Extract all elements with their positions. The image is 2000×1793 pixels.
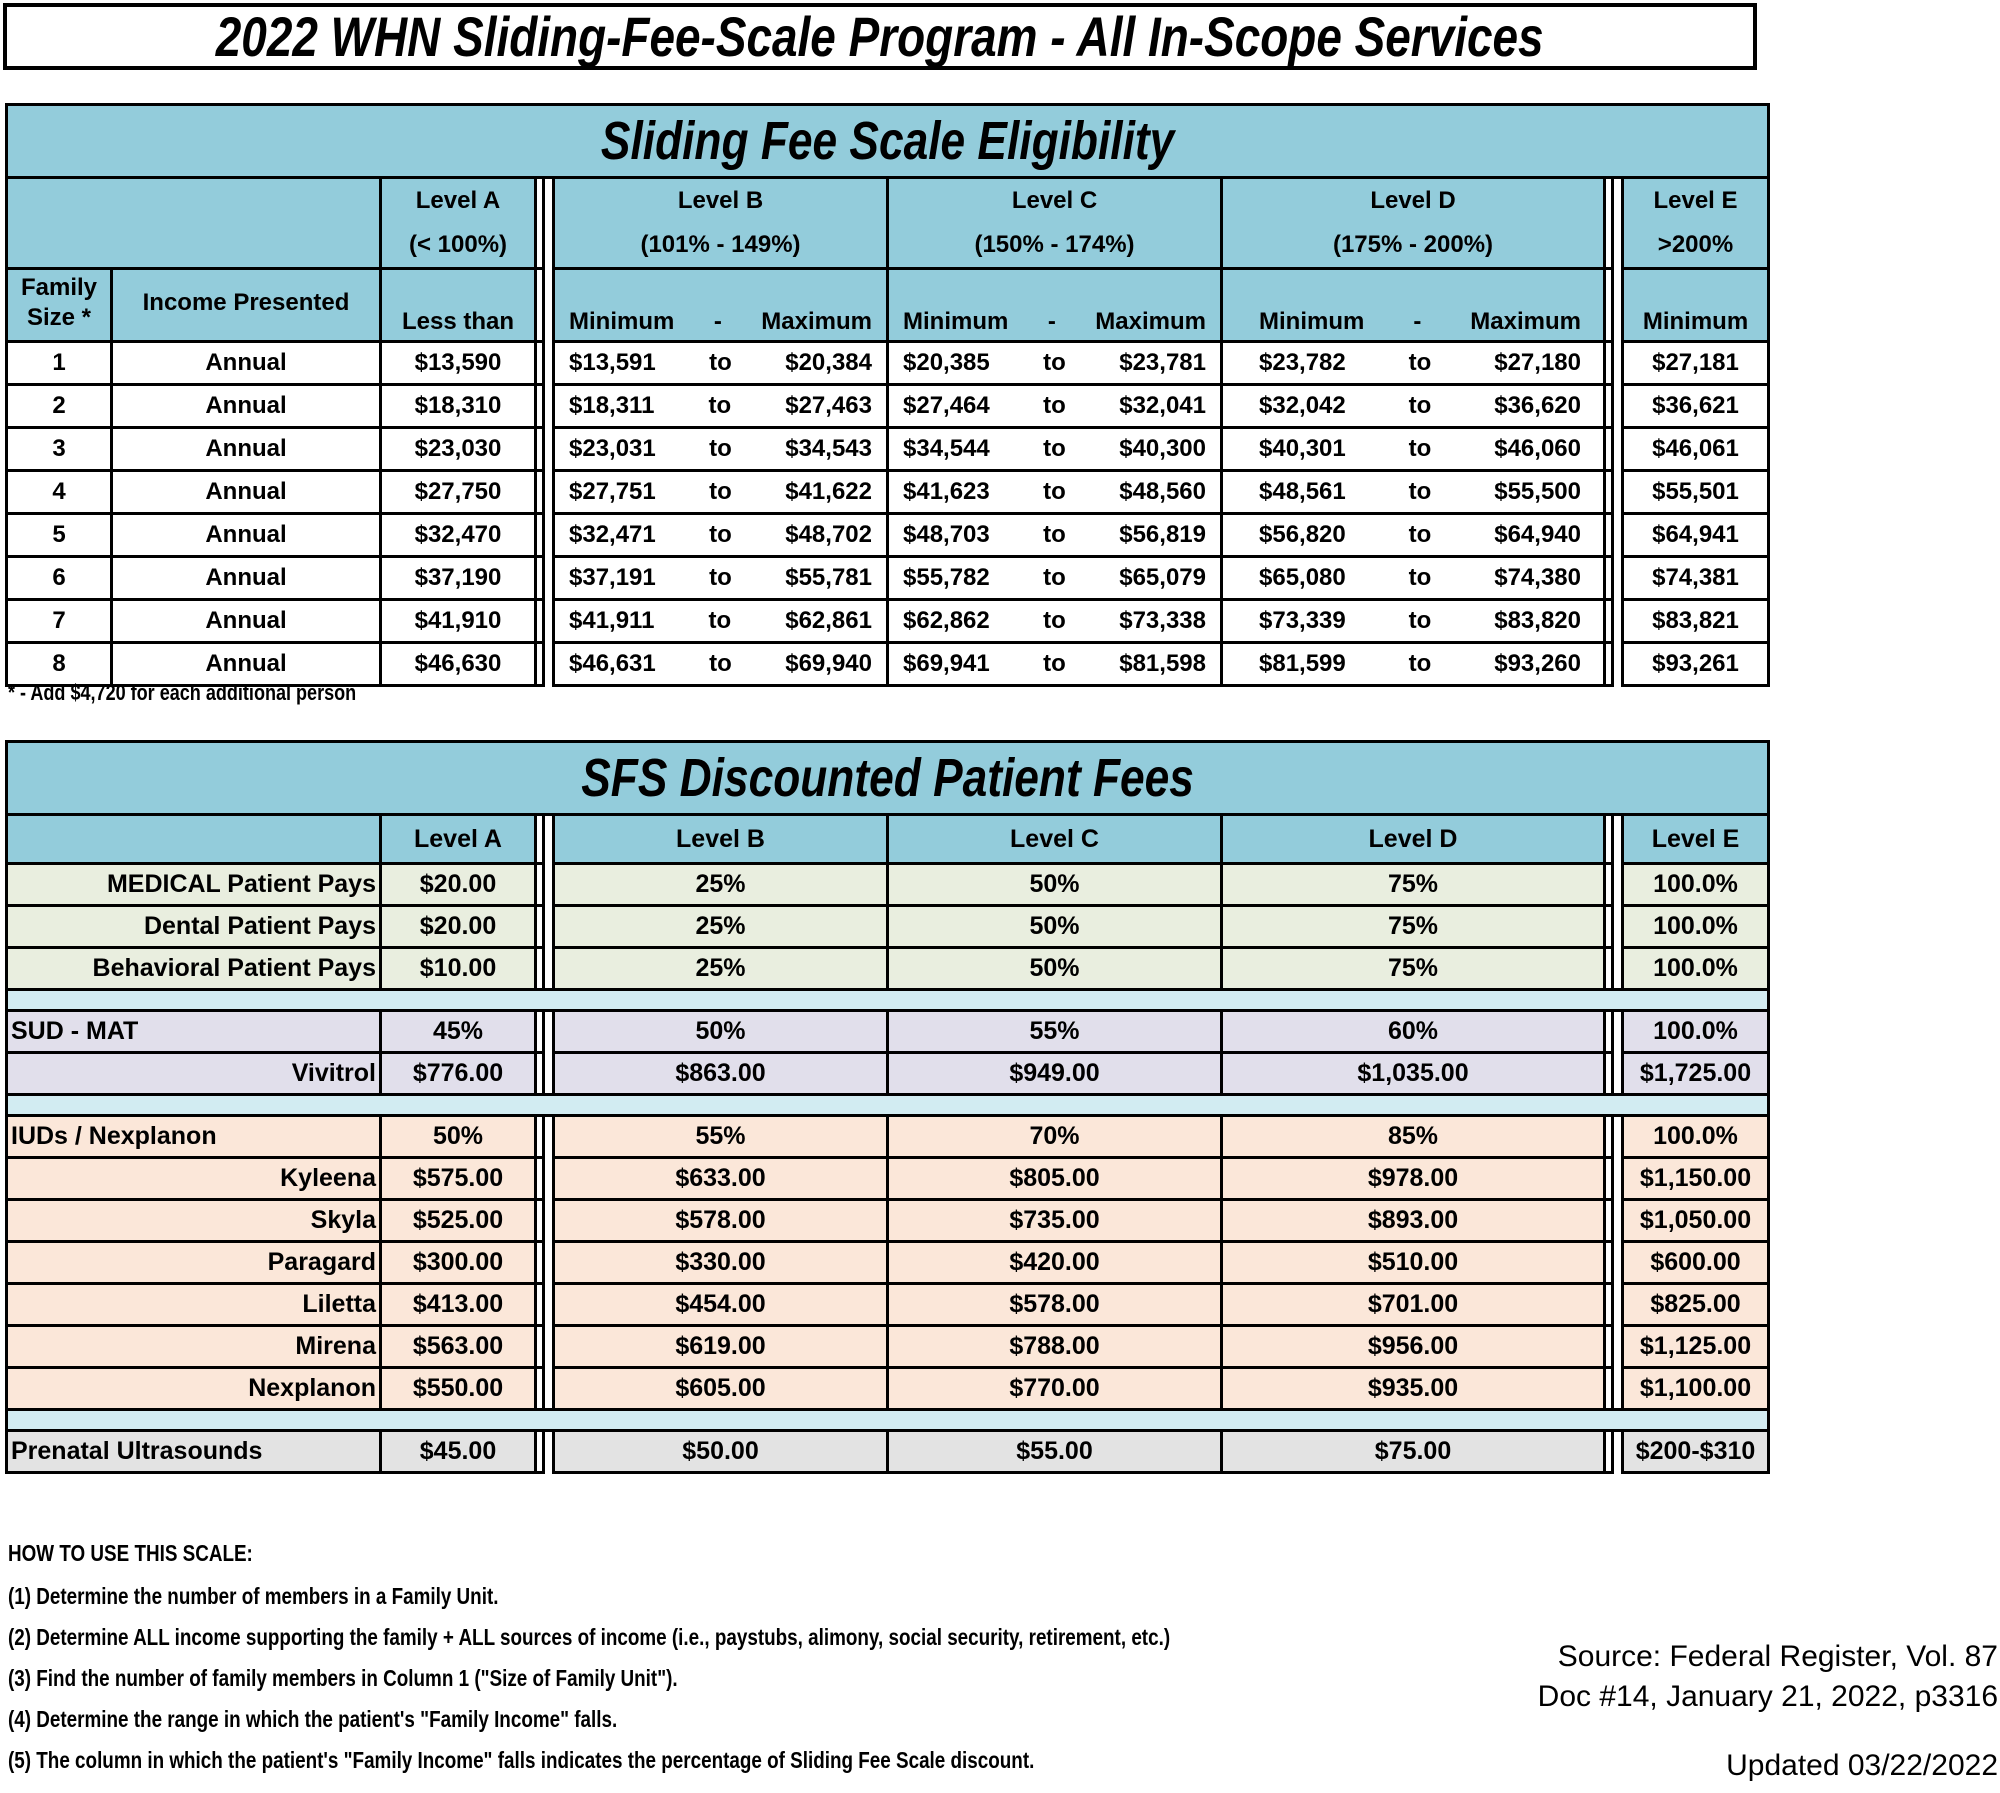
level-c-header: Level C (150% - 174%) xyxy=(888,178,1222,269)
family-size-cell: 8 xyxy=(7,643,112,686)
fee-level-a: $563.00 xyxy=(381,1326,536,1368)
fee-level-e: 100.0% xyxy=(1623,948,1769,990)
how-to-step: (3) Find the number of family members in Column 1 ("Size of Family Unit"). xyxy=(8,1665,678,1691)
level-e-cell: $55,501 xyxy=(1623,471,1769,514)
fee-level-d: $510.00 xyxy=(1222,1242,1605,1284)
table-row xyxy=(7,385,1769,428)
fee-label: Vivitrol xyxy=(7,1053,381,1095)
family-size-cell: 4 xyxy=(7,471,112,514)
fees-header-blank xyxy=(7,815,381,864)
income-cell: Annual xyxy=(112,385,381,428)
fee-label: IUDs / Nexplanon xyxy=(7,1116,381,1158)
fee-level-c: $788.00 xyxy=(888,1326,1222,1368)
fee-level-d: $701.00 xyxy=(1222,1284,1605,1326)
fee-level-a: $550.00 xyxy=(381,1368,536,1410)
fee-label: Kyleena xyxy=(7,1158,381,1200)
income-cell: Annual xyxy=(112,600,381,643)
level-d-cell: $65,080 to $74,380 xyxy=(1222,557,1605,600)
fee-level-e: $600.00 xyxy=(1623,1242,1769,1284)
fee-level-d: 60% xyxy=(1222,1011,1605,1053)
level-c-cell: $20,385 to $23,781 xyxy=(888,342,1222,385)
level-b-cell: $18,311 to $27,463 xyxy=(554,385,888,428)
source-citation: Source: Federal Register, Vol. 87 Doc #14, January 21, 2022, p3316 xyxy=(1537,1640,1998,1713)
how-to-section xyxy=(8,1540,1425,1788)
fee-level-d: $1,035.00 xyxy=(1222,1053,1605,1095)
income-cell: Annual xyxy=(112,342,381,385)
fee-level-c: $805.00 xyxy=(888,1158,1222,1200)
fee-row xyxy=(7,1158,1769,1200)
level-b-cell: $32,471 to $48,702 xyxy=(554,514,888,557)
level-c-cell: $27,464 to $32,041 xyxy=(888,385,1222,428)
level-e-cell: $74,381 xyxy=(1623,557,1769,600)
level-e-cell: $36,621 xyxy=(1623,385,1769,428)
level-c-cell: $62,862 to $73,338 xyxy=(888,600,1222,643)
col-d-min-max: Minimum - Maximum xyxy=(1222,269,1605,342)
fee-level-c: $770.00 xyxy=(888,1368,1222,1410)
fee-level-b: $633.00 xyxy=(554,1158,888,1200)
family-size-cell: 5 xyxy=(7,514,112,557)
fee-level-c: $949.00 xyxy=(888,1053,1222,1095)
group-spacer xyxy=(7,1095,1769,1116)
fee-level-e: $1,050.00 xyxy=(1623,1200,1769,1242)
fee-label: Prenatal Ultrasounds xyxy=(7,1431,381,1473)
table-row xyxy=(7,428,1769,471)
level-e-header: Level E >200% xyxy=(1623,178,1769,269)
fee-level-d: $935.00 xyxy=(1222,1368,1605,1410)
col-income-presented: Income Presented xyxy=(112,269,381,342)
fee-label: Nexplanon xyxy=(7,1368,381,1410)
level-a-cell: $41,910 xyxy=(381,600,536,643)
page-title: 2022 WHN Sliding-Fee-Scale Program - All In-Scope Services xyxy=(3,3,1757,70)
fee-level-e: $1,125.00 xyxy=(1623,1326,1769,1368)
level-a-cell: $27,750 xyxy=(381,471,536,514)
level-a-cell: $23,030 xyxy=(381,428,536,471)
level-a-cell: $32,470 xyxy=(381,514,536,557)
level-d-cell: $48,561 to $55,500 xyxy=(1222,471,1605,514)
table-row xyxy=(7,600,1769,643)
fee-level-b: $863.00 xyxy=(554,1053,888,1095)
fee-row xyxy=(7,864,1769,906)
level-b-cell: $41,911 to $62,861 xyxy=(554,600,888,643)
col-e-minimum: Minimum xyxy=(1623,269,1769,342)
fee-level-c: 55% xyxy=(888,1011,1222,1053)
fee-level-d: $75.00 xyxy=(1222,1431,1605,1473)
fee-row xyxy=(7,948,1769,990)
fee-row xyxy=(7,1284,1769,1326)
fee-level-e: $200-$310 xyxy=(1623,1431,1769,1473)
level-b-cell: $37,191 to $55,781 xyxy=(554,557,888,600)
level-e-cell: $27,181 xyxy=(1623,342,1769,385)
fee-level-b: $578.00 xyxy=(554,1200,888,1242)
fee-level-b: $50.00 xyxy=(554,1431,888,1473)
level-d-header: Level D (175% - 200%) xyxy=(1222,178,1605,269)
level-c-cell: $69,941 to $81,598 xyxy=(888,643,1222,686)
level-a-header: Level A (< 100%) xyxy=(381,178,536,269)
how-to-step: (5) The column in which the patient's "Family Income" falls indicates the percentage of Sliding Fee Scale discount. xyxy=(8,1747,1035,1773)
fee-row xyxy=(7,1242,1769,1284)
fee-level-b: $619.00 xyxy=(554,1326,888,1368)
fee-level-e: 100.0% xyxy=(1623,1011,1769,1053)
fee-level-d: $893.00 xyxy=(1222,1200,1605,1242)
fee-level-d: $956.00 xyxy=(1222,1326,1605,1368)
fee-label: Paragard xyxy=(7,1242,381,1284)
header-blank xyxy=(7,178,381,269)
level-d-cell: $81,599 to $93,260 xyxy=(1222,643,1605,686)
family-size-cell: 3 xyxy=(7,428,112,471)
level-d-cell: $56,820 to $64,940 xyxy=(1222,514,1605,557)
fees-level-e: Level E xyxy=(1623,815,1769,864)
fee-level-c: $578.00 xyxy=(888,1284,1222,1326)
level-a-cell: $37,190 xyxy=(381,557,536,600)
eligibility-banner: Sliding Fee Scale Eligibility xyxy=(7,105,1769,178)
col-c-min-max: Minimum - Maximum xyxy=(888,269,1222,342)
eligibility-table xyxy=(5,103,1770,687)
table-row xyxy=(7,557,1769,600)
how-to-heading: HOW TO USE THIS SCALE: xyxy=(8,1540,253,1566)
fee-level-a: $525.00 xyxy=(381,1200,536,1242)
fee-level-b: 25% xyxy=(554,864,888,906)
fee-row xyxy=(7,1011,1769,1053)
fee-level-a: $10.00 xyxy=(381,948,536,990)
fee-level-b: 25% xyxy=(554,948,888,990)
fee-level-d: 75% xyxy=(1222,864,1605,906)
fee-row xyxy=(7,1368,1769,1410)
level-b-cell: $46,631 to $69,940 xyxy=(554,643,888,686)
level-c-cell: $41,623 to $48,560 xyxy=(888,471,1222,514)
level-e-cell: $83,821 xyxy=(1623,600,1769,643)
level-c-cell: $55,782 to $65,079 xyxy=(888,557,1222,600)
fee-level-a: 45% xyxy=(381,1011,536,1053)
fee-level-c: $735.00 xyxy=(888,1200,1222,1242)
fee-level-a: 50% xyxy=(381,1116,536,1158)
fee-level-a: $413.00 xyxy=(381,1284,536,1326)
income-cell: Annual xyxy=(112,643,381,686)
how-to-step: (2) Determine ALL income supporting the family + ALL sources of income (i.e., paystubs, alimony, social security, retirement, etc.) xyxy=(8,1624,1171,1650)
level-e-cell: $46,061 xyxy=(1623,428,1769,471)
fee-label: MEDICAL Patient Pays xyxy=(7,864,381,906)
fee-row xyxy=(7,1116,1769,1158)
fee-level-b: $454.00 xyxy=(554,1284,888,1326)
fee-level-d: 85% xyxy=(1222,1116,1605,1158)
table-row xyxy=(7,342,1769,385)
fee-level-a: $20.00 xyxy=(381,864,536,906)
level-e-cell: $64,941 xyxy=(1623,514,1769,557)
fee-level-e: 100.0% xyxy=(1623,1116,1769,1158)
level-d-cell: $40,301 to $46,060 xyxy=(1222,428,1605,471)
fee-level-c: 50% xyxy=(888,948,1222,990)
fee-level-a: $300.00 xyxy=(381,1242,536,1284)
family-size-cell: 2 xyxy=(7,385,112,428)
col-b-min-max: Minimum - Maximum xyxy=(554,269,888,342)
table-row xyxy=(7,471,1769,514)
fee-level-a: $776.00 xyxy=(381,1053,536,1095)
fee-level-c: 70% xyxy=(888,1116,1222,1158)
fee-level-b: 55% xyxy=(554,1116,888,1158)
fee-row xyxy=(7,1326,1769,1368)
level-c-cell: $48,703 to $56,819 xyxy=(888,514,1222,557)
level-d-cell: $32,042 to $36,620 xyxy=(1222,385,1605,428)
level-b-cell: $23,031 to $34,543 xyxy=(554,428,888,471)
fees-level-d: Level D xyxy=(1222,815,1605,864)
fee-level-d: $978.00 xyxy=(1222,1158,1605,1200)
fee-level-e: $825.00 xyxy=(1623,1284,1769,1326)
fee-row xyxy=(7,1053,1769,1095)
fee-row xyxy=(7,1200,1769,1242)
fee-level-e: $1,150.00 xyxy=(1623,1158,1769,1200)
fees-table xyxy=(5,740,1770,1474)
fee-level-c: 50% xyxy=(888,906,1222,948)
fee-label: Liletta xyxy=(7,1284,381,1326)
level-a-cell: $13,590 xyxy=(381,342,536,385)
level-e-cell: $93,261 xyxy=(1623,643,1769,686)
fee-level-e: 100.0% xyxy=(1623,864,1769,906)
fee-row xyxy=(7,1431,1769,1473)
fee-label: Dental Patient Pays xyxy=(7,906,381,948)
fee-level-b: $605.00 xyxy=(554,1368,888,1410)
family-size-cell: 6 xyxy=(7,557,112,600)
level-b-cell: $13,591 to $20,384 xyxy=(554,342,888,385)
fee-level-c: 50% xyxy=(888,864,1222,906)
level-a-cell: $18,310 xyxy=(381,385,536,428)
fee-level-d: 75% xyxy=(1222,948,1605,990)
group-spacer xyxy=(7,1410,1769,1431)
fees-level-b: Level B xyxy=(554,815,888,864)
fee-level-e: 100.0% xyxy=(1623,906,1769,948)
fee-level-e: $1,725.00 xyxy=(1623,1053,1769,1095)
updated-date: Updated 03/22/2022 xyxy=(1726,1749,1998,1782)
level-d-cell: $73,339 to $83,820 xyxy=(1222,600,1605,643)
fee-level-d: 75% xyxy=(1222,906,1605,948)
income-cell: Annual xyxy=(112,428,381,471)
level-b-cell: $27,751 to $41,622 xyxy=(554,471,888,514)
fee-level-a: $20.00 xyxy=(381,906,536,948)
fee-label: SUD - MAT xyxy=(7,1011,381,1053)
fee-level-c: $55.00 xyxy=(888,1431,1222,1473)
col-family-size: Family Size * xyxy=(7,269,112,342)
how-to-step: (4) Determine the range in which the patient's "Family Income" falls. xyxy=(8,1706,618,1732)
family-size-footnote: * - Add $4,720 for each additional person xyxy=(8,680,357,705)
fee-level-b: 50% xyxy=(554,1011,888,1053)
fee-level-b: 25% xyxy=(554,906,888,948)
fees-level-a: Level A xyxy=(381,815,536,864)
fee-level-b: $330.00 xyxy=(554,1242,888,1284)
fee-level-a: $45.00 xyxy=(381,1431,536,1473)
level-a-cell: $46,630 xyxy=(381,643,536,686)
how-to-step: (1) Determine the number of members in a Family Unit. xyxy=(8,1583,499,1609)
col-less-than: Less than xyxy=(381,269,536,342)
income-cell: Annual xyxy=(112,514,381,557)
level-b-header: Level B (101% - 149%) xyxy=(554,178,888,269)
fee-level-c: $420.00 xyxy=(888,1242,1222,1284)
fees-level-c: Level C xyxy=(888,815,1222,864)
fee-level-e: $1,100.00 xyxy=(1623,1368,1769,1410)
fee-row xyxy=(7,906,1769,948)
fees-banner: SFS Discounted Patient Fees xyxy=(7,742,1769,815)
fee-label: Mirena xyxy=(7,1326,381,1368)
level-c-cell: $34,544 to $40,300 xyxy=(888,428,1222,471)
fee-level-a: $575.00 xyxy=(381,1158,536,1200)
table-row xyxy=(7,514,1769,557)
income-cell: Annual xyxy=(112,471,381,514)
income-cell: Annual xyxy=(112,557,381,600)
family-size-cell: 7 xyxy=(7,600,112,643)
level-d-cell: $23,782 to $27,180 xyxy=(1222,342,1605,385)
fee-label: Skyla xyxy=(7,1200,381,1242)
group-spacer xyxy=(7,990,1769,1011)
fee-label: Behavioral Patient Pays xyxy=(7,948,381,990)
family-size-cell: 1 xyxy=(7,342,112,385)
